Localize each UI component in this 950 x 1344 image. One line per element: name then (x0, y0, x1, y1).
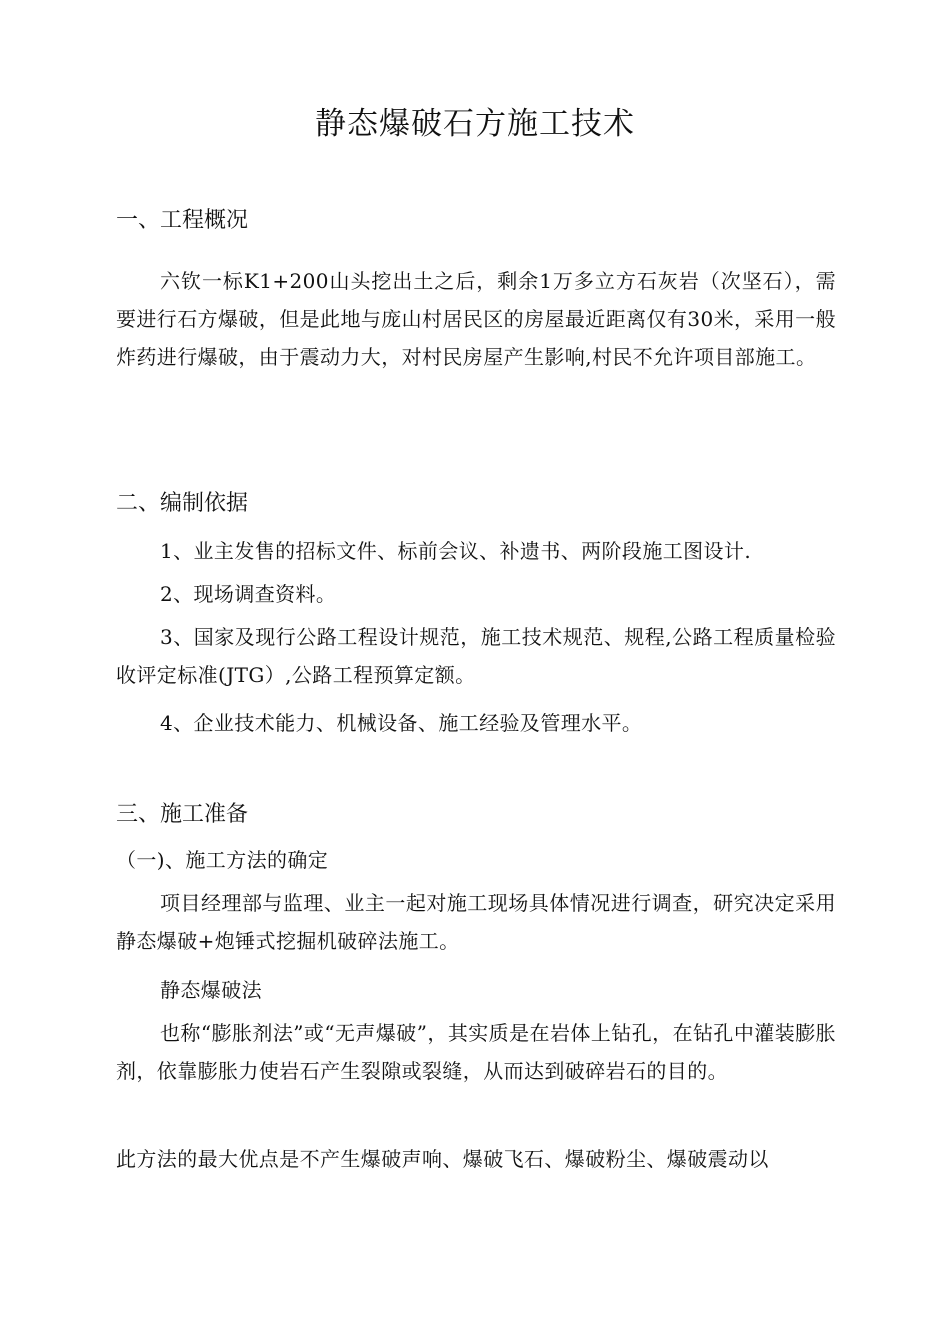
document-title: 静态爆破石方施工技术 (315, 106, 635, 142)
overview-paragraph: 六钦一标K1+200山头挖出土之后，剩余1万多立方石灰岩（次坚石），需要进行石方爆破，但是此地与庞山村居民区的房屋最近距离仅有30米，采用一般炸药进行爆破，由于震动力大，对村民房屋产生影响,村民不允许项目部施工。 (116, 269, 836, 369)
advantage-paragraph: 此方法的最大优点是不产生爆破声响、爆破飞石、爆破粉尘、爆破震动以 (116, 1147, 769, 1171)
section-heading-basis: 二、编制依据 (116, 491, 249, 516)
method-paragraph: 项目经理部与监理、业主一起对施工现场具体情况进行调查，研究决定采用静态爆破+炮锤式挖掘机破碎法施工。 (116, 891, 836, 953)
basis-item-4: 4、企业技术能力、机械设备、施工经验及管理水平。 (160, 711, 643, 735)
basis-item-1: 1、业主发售的招标文件、标前会议、补遗书、两阶段施工图设计. (160, 539, 752, 563)
section-heading-overview: 一、工程概况 (116, 208, 249, 233)
static-blasting-paragraph: 也称“膨胀剂法”或“无声爆破”，其实质是在岩体上钻孔，在钻孔中灌装膨胀剂，依靠膨胀力使岩石产生裂隙或裂缝，从而达到破碎岩石的目的。 (116, 1021, 836, 1083)
section-heading-preparation: 三、施工准备 (116, 802, 249, 827)
basis-item-2: 2、现场调查资料。 (160, 582, 337, 606)
basis-item-3: 3、国家及现行公路工程设计规范，施工技术规范、规程,公路工程质量检验收评定标准(JTG）,公路工程预算定额。 (116, 625, 836, 687)
static-blasting-label: 静态爆破法 (160, 978, 262, 1002)
method-subheading: （一)、施工方法的确定 (116, 848, 329, 872)
